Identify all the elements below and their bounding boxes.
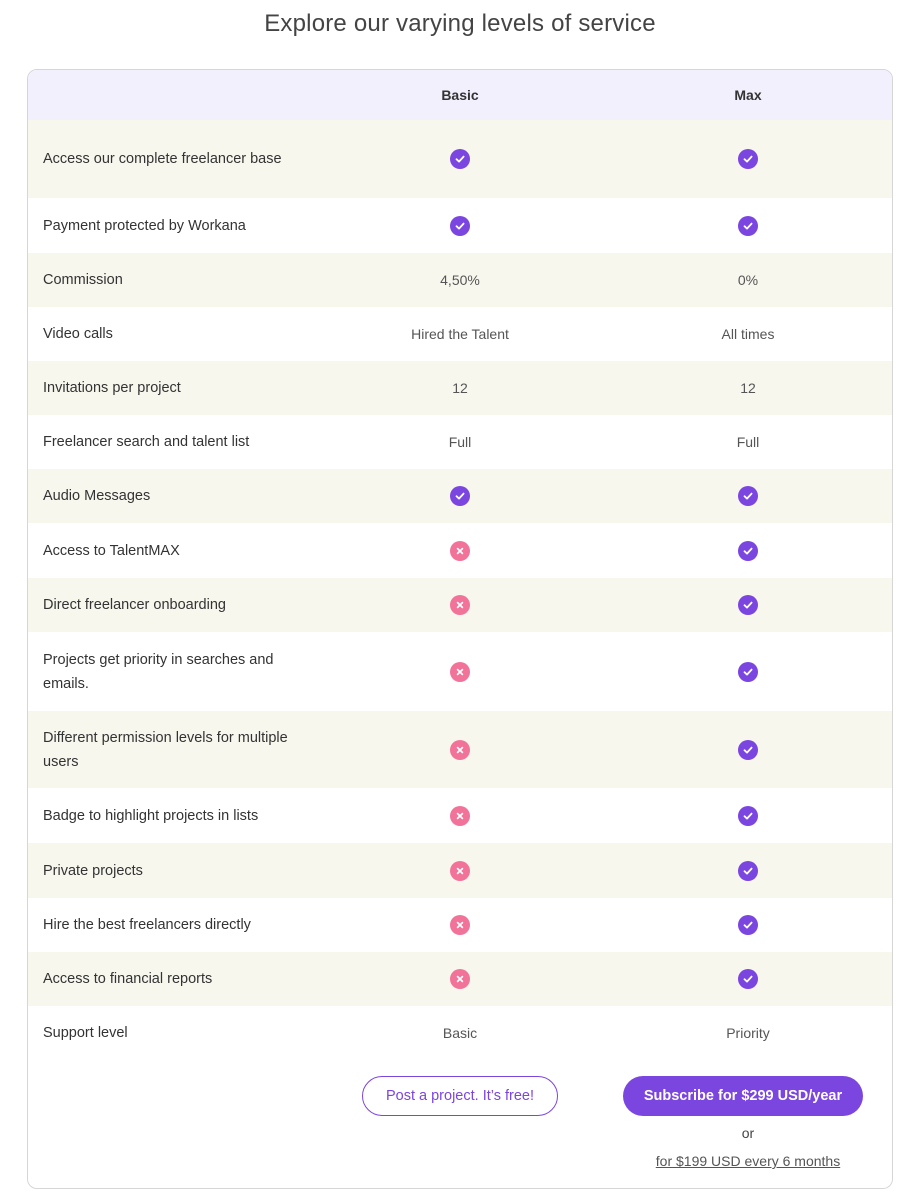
max-cell xyxy=(648,711,848,788)
max-cell xyxy=(648,198,848,253)
x-circle-icon xyxy=(450,595,470,615)
feature-label: Different permission levels for multiple users xyxy=(43,729,288,770)
table-row xyxy=(28,952,892,1006)
basic-cell xyxy=(360,788,560,843)
table-row xyxy=(28,898,892,952)
max-cell xyxy=(648,523,848,578)
max-value: Priority xyxy=(726,1025,770,1041)
basic-cell xyxy=(360,578,560,632)
check-circle-icon xyxy=(738,861,758,881)
or-separator: or xyxy=(741,1125,755,1141)
x-circle-icon xyxy=(450,861,470,881)
basic-value: 12 xyxy=(452,380,468,396)
max-cell xyxy=(648,120,848,198)
check-circle-icon xyxy=(738,486,758,506)
table-row xyxy=(28,361,892,415)
basic-value: Basic xyxy=(442,1025,478,1041)
basic-cell xyxy=(360,632,560,711)
max-value: 12 xyxy=(740,380,756,396)
feature-label: Badge to highlight projects in lists xyxy=(43,807,259,824)
basic-cell xyxy=(360,469,560,523)
table-row xyxy=(28,843,892,898)
max-cell xyxy=(648,469,848,523)
table-row xyxy=(28,632,892,711)
header-max: Max xyxy=(734,87,762,103)
max-value: All times xyxy=(721,326,775,342)
check-circle-icon xyxy=(738,740,758,760)
basic-value: 4,50% xyxy=(440,272,480,288)
table-row xyxy=(28,415,892,469)
table-row xyxy=(28,307,892,361)
feature-label: Access to financial reports xyxy=(43,971,213,987)
basic-cell xyxy=(360,198,560,253)
check-circle-icon xyxy=(738,915,758,935)
max-cell xyxy=(648,578,848,632)
max-cell xyxy=(648,898,848,952)
check-circle-icon xyxy=(738,806,758,826)
check-circle-icon xyxy=(738,595,758,615)
check-circle-icon xyxy=(738,541,758,561)
basic-cell xyxy=(360,843,560,898)
comparison-table xyxy=(27,69,893,1189)
max-cell xyxy=(648,952,848,1006)
feature-label: Payment protected by Workana xyxy=(43,217,246,234)
table-row xyxy=(28,711,892,788)
basic-cell xyxy=(360,523,560,578)
x-circle-icon xyxy=(450,541,470,561)
feature-label: Access our complete freelancer base xyxy=(43,151,282,167)
feature-label: Projects get priority in searches and emails. xyxy=(43,651,274,692)
header-basic: Basic xyxy=(441,87,479,103)
x-circle-icon xyxy=(450,662,470,682)
table-row xyxy=(28,469,892,523)
max-cell xyxy=(648,788,848,843)
x-circle-icon xyxy=(450,915,470,935)
subscribe-yearly-button[interactable]: Subscribe for $299 USD/year xyxy=(623,1076,863,1116)
max-cell xyxy=(648,843,848,898)
table-row xyxy=(28,198,892,253)
basic-value: Hired the Talent xyxy=(411,326,509,342)
check-circle-icon xyxy=(450,486,470,506)
table-header xyxy=(28,70,892,120)
check-circle-icon xyxy=(450,216,470,236)
x-circle-icon xyxy=(450,740,470,760)
x-circle-icon xyxy=(450,806,470,826)
max-value: 0% xyxy=(737,272,759,288)
feature-label: Audio Messages xyxy=(43,488,151,504)
six-month-plan-link[interactable]: for $199 USD every 6 months xyxy=(655,1153,841,1169)
feature-label: Freelancer search and talent list xyxy=(43,434,250,450)
table-row xyxy=(28,1006,892,1060)
feature-label: Direct freelancer onboarding xyxy=(43,597,226,613)
feature-label: Support level xyxy=(43,1025,128,1041)
max-value: Full xyxy=(736,434,760,450)
table-row xyxy=(28,578,892,632)
basic-value: Full xyxy=(448,434,472,450)
feature-label: Invitations per project xyxy=(43,380,181,396)
check-circle-icon xyxy=(738,149,758,169)
basic-cell xyxy=(360,952,560,1006)
feature-label: Video calls xyxy=(43,326,113,342)
max-cell xyxy=(648,632,848,711)
basic-cell xyxy=(360,898,560,952)
check-circle-icon xyxy=(738,969,758,989)
check-circle-icon xyxy=(450,149,470,169)
table-row xyxy=(28,120,892,198)
x-circle-icon xyxy=(450,969,470,989)
feature-label: Access to TalentMAX xyxy=(43,542,180,559)
check-circle-icon xyxy=(738,216,758,236)
check-circle-icon xyxy=(738,662,758,682)
basic-cell xyxy=(360,120,560,198)
feature-label: Private projects xyxy=(43,862,143,879)
feature-label: Hire the best freelancers directly xyxy=(43,917,251,933)
table-row xyxy=(28,788,892,843)
basic-cell xyxy=(360,711,560,788)
table-row xyxy=(28,523,892,578)
feature-label: Commission xyxy=(43,272,123,288)
page-title: Explore our varying levels of service xyxy=(264,10,656,37)
post-project-button[interactable]: Post a project. It’s free! xyxy=(362,1076,558,1116)
table-row xyxy=(28,253,892,307)
